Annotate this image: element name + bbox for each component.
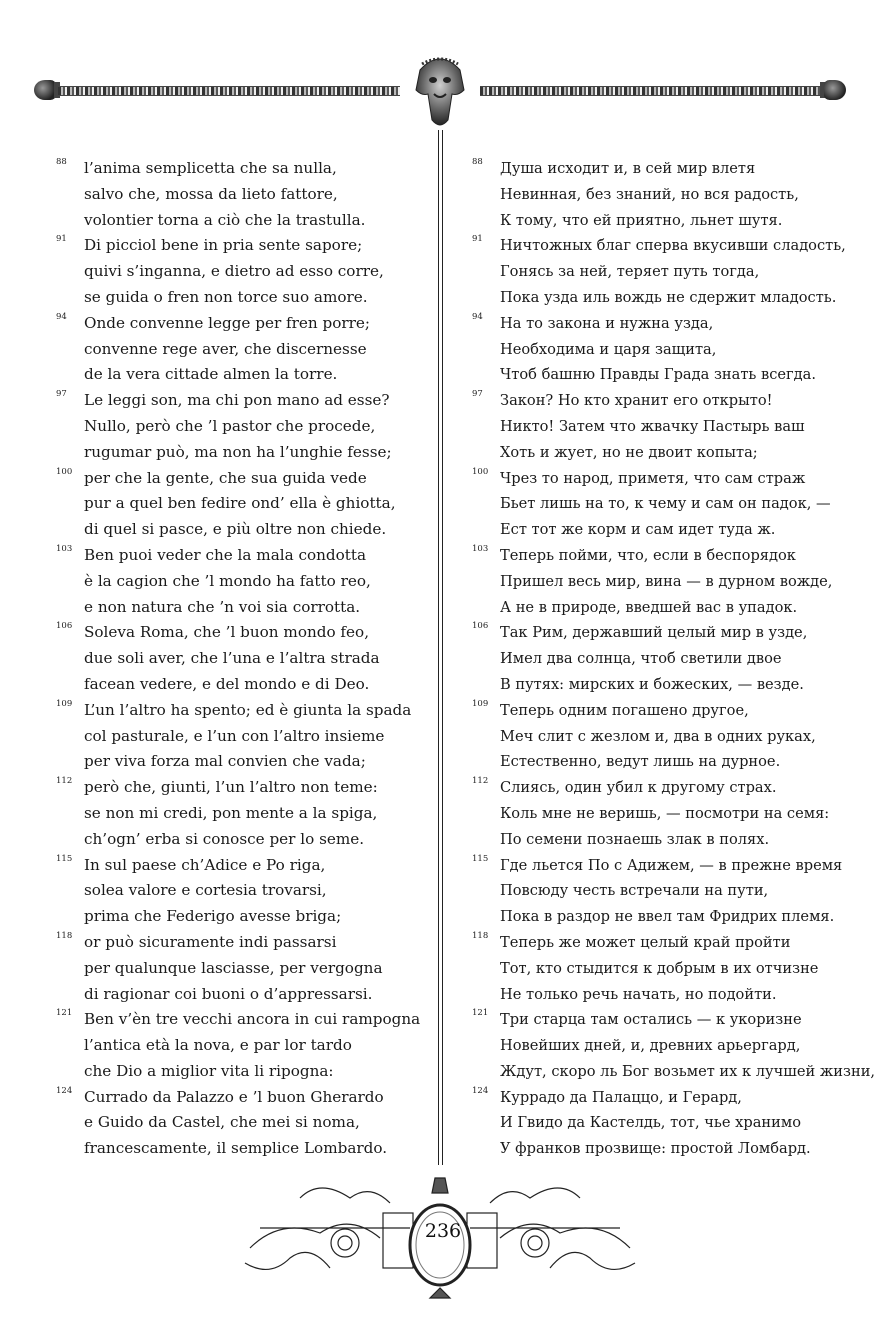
verse-number: 112 [56, 776, 73, 787]
verse-line [472, 362, 852, 388]
verse-text: Теперь одним погашено другое, [500, 701, 749, 719]
verse-text: salvo che, mossa da lieto fattore, [84, 184, 338, 203]
verse-line [56, 1110, 426, 1136]
verse-text: di ragionar coi buoni o d’appressarsi. [84, 984, 373, 1003]
verse-line [472, 414, 852, 440]
verse-line [472, 1033, 852, 1059]
verse-line [472, 724, 852, 750]
verse-line [56, 156, 426, 182]
verse-text: Теперь же может целый край пройти [500, 933, 791, 951]
verse-line [56, 1059, 426, 1085]
verse-text: Di picciol bene in pria sente sapore; [84, 236, 363, 255]
verse-line [56, 595, 426, 621]
verse-text: У франков прозвище: простой Ломбард. [500, 1140, 811, 1158]
verse-line [56, 182, 426, 208]
verse-number: 103 [56, 543, 73, 554]
verse-line [56, 311, 426, 337]
verse-line [472, 182, 852, 208]
verse-line [472, 595, 852, 621]
left-chain-ornament [58, 86, 400, 96]
verse-text: Пришел весь мир, вина — в дурном вожде, [500, 572, 833, 590]
verse-number: 97 [56, 389, 67, 400]
verse-line [472, 1110, 852, 1136]
verse-text: Ждут, скоро ль Бог возьмет их к лучшей жизни, [500, 1062, 876, 1080]
verse-text: rugumar può, ma non ha l’unghie fesse; [84, 442, 392, 461]
verse-line [56, 620, 426, 646]
verse-text: In sul paese ch’Adice e Po riga, [84, 855, 326, 874]
verse-text: Onde convenne legge per fren porre; [84, 313, 371, 332]
verse-line [56, 569, 426, 595]
verse-text: se non mi credi, pon mente a la spiga, [84, 803, 378, 822]
verse-text: Currado da Palazzo e ’l buon Gherardo [84, 1087, 384, 1106]
verse-number: 115 [56, 853, 73, 864]
verse-text: Хоть и жует, но не двоит копыта; [500, 443, 758, 461]
verse-line [56, 827, 426, 853]
verse-line [472, 698, 852, 724]
verse-number: 121 [472, 1008, 489, 1019]
verse-number: 103 [472, 543, 489, 554]
verse-line [472, 930, 852, 956]
verse-text: Меч слит с жезлом и, два в одних руках, [500, 727, 816, 745]
verse-line [56, 698, 426, 724]
verse-line [472, 827, 852, 853]
verse-line [472, 440, 852, 466]
verse-text: Пока в раздор не ввел там Фридрих племя. [500, 908, 835, 926]
verse-line [56, 646, 426, 672]
lion-mask-icon [408, 50, 472, 130]
verse-text: però che, giunti, l’un l’altro non teme: [84, 778, 378, 797]
verse-text: На то закона и нужна узда, [500, 314, 714, 332]
verse-line [472, 749, 852, 775]
verse-line [472, 853, 852, 879]
verse-text: Гонясь за ней, теряет путь тогда, [500, 263, 760, 281]
verse-number: 91 [472, 234, 483, 245]
verse-text: Новейших дней, и, древних арьергард, [500, 1037, 801, 1055]
verse-number: 88 [472, 157, 483, 167]
verse-text: Чтоб башню Правды Града знать всегда. [500, 366, 816, 384]
verse-text: due soli aver, che l’una e l’altra strada [84, 649, 380, 668]
verse-text: Тот, кто стыдится к добрым в их отчизне [500, 959, 819, 977]
verse-text: Ben puoi veder che la mala condotta [84, 545, 367, 564]
verse-text: Куррадо да Палаццо, и Герард, [500, 1088, 742, 1106]
verse-line [56, 749, 426, 775]
verse-text: che Dio a miglior vita li ripogna: [84, 1061, 334, 1080]
verse-text: pur a quel ben fedire ond’ ella è ghiotta, [84, 494, 396, 513]
verse-line [472, 801, 852, 827]
russian-column [472, 156, 876, 1162]
verse-line [56, 1033, 426, 1059]
verse-line [56, 440, 426, 466]
verse-line [56, 414, 426, 440]
right-chain-ornament [480, 86, 822, 96]
verse-text: Коль мне не веришь, — посмотри на семя: [500, 804, 830, 822]
verse-text: Ben v’èn tre vecchi ancora in cui rampogna [84, 1010, 421, 1029]
verse-text: Естественно, ведут лишь на дурное. [500, 753, 781, 771]
verse-line [56, 672, 426, 698]
left-finial-ornament [34, 80, 56, 100]
verse-number: 109 [56, 698, 73, 709]
verse-number: 94 [472, 311, 483, 322]
verse-line [56, 233, 426, 259]
verse-number: 94 [56, 311, 67, 322]
verse-line [56, 259, 426, 285]
verse-line [472, 156, 852, 182]
verse-line [472, 1059, 876, 1085]
verse-text: Повсюду честь встречали на пути, [500, 882, 769, 900]
italian-column [56, 156, 426, 1162]
verse-line [472, 982, 852, 1008]
bottom-cartouche-ornament [240, 1158, 640, 1308]
verse-line [56, 285, 426, 311]
verse-text: per che la gente, che sua guida vede [84, 468, 367, 487]
verse-text: В путях: мирских и божеских, — везде. [500, 675, 804, 693]
verse-text: Невинная, без знаний, но вся радость, [500, 185, 799, 203]
verse-text: А не в природе, введшей вас в упадок. [500, 598, 798, 616]
verse-line [472, 904, 852, 930]
verse-line [56, 982, 426, 1008]
top-ornament-bar [30, 60, 850, 120]
verse-line [56, 956, 426, 982]
verse-line [56, 878, 426, 904]
verse-line [472, 233, 852, 259]
verse-text: Ест тот же корм и сам идет туда ж. [500, 521, 776, 539]
verse-text: prima che Federigo avesse briga; [84, 907, 342, 926]
verse-number: 88 [56, 157, 67, 167]
verse-number: 91 [56, 234, 67, 245]
verse-line [472, 491, 852, 517]
verse-line [56, 362, 426, 388]
verse-line [56, 1085, 426, 1111]
verse-text: Теперь пойми, что, если в беспорядок [500, 546, 796, 564]
verse-line [472, 878, 852, 904]
verse-text: per qualunque lasciasse, per vergogna [84, 958, 383, 977]
verse-text: Никто! Затем что жвачку Пастырь ваш [500, 417, 805, 435]
verse-line [472, 285, 852, 311]
column-divider [438, 130, 443, 1165]
verse-line [472, 208, 852, 234]
verse-text: l’anima semplicetta che sa nulla, [84, 159, 337, 177]
verse-text: Soleva Roma, che ’l buon mondo feo, [84, 623, 370, 642]
verse-line [472, 337, 852, 363]
verse-line [56, 491, 426, 517]
verse-text: convenne rege aver, che discernesse [84, 339, 367, 358]
verse-line [56, 1007, 426, 1033]
verse-line [56, 466, 426, 492]
verse-text: volontier torna a ciò che la trastulla. [84, 210, 366, 229]
verse-text: По семени познаешь злак в полях. [500, 830, 770, 848]
verse-text: К тому, что ей приятно, льнет шутя. [500, 211, 783, 229]
verse-number: 100 [56, 466, 73, 477]
verse-line [472, 956, 852, 982]
verse-number: 112 [472, 776, 489, 787]
verse-line [56, 543, 426, 569]
verse-text: Где льется По с Адижем, — в прежне время [500, 856, 843, 874]
verse-text: se guida o fren non torce suo amore. [84, 287, 368, 306]
verse-line [472, 466, 852, 492]
verse-text: e Guido da Castel, che mei si noma, [84, 1113, 360, 1132]
verse-text: Бьет лишь на то, к чему и сам он падок, — [500, 495, 831, 513]
verse-number: 106 [56, 621, 73, 632]
verse-line [472, 311, 852, 337]
verse-text: or può sicuramente indi passarsi [84, 932, 337, 951]
verse-number: 106 [472, 621, 489, 632]
verse-text: И Гвидо да Кастелдь, тот, чье хранимо [500, 1114, 802, 1132]
verse-text: de la vera cittade almen la torre. [84, 365, 338, 384]
verse-text: Пока узда иль вождь не сдержит младость. [500, 288, 837, 306]
verse-line [56, 517, 426, 543]
verse-text: Душа исходит и, в сей мир влетя [500, 160, 756, 177]
verse-line [472, 775, 852, 801]
verse-line [472, 1085, 852, 1111]
verse-text: quivi s’inganna, e dietro ad esso corre, [84, 262, 384, 281]
verse-line [56, 388, 426, 414]
verse-text: facean vedere, e del mondo e di Deo. [84, 674, 370, 693]
verse-text: Имел два солнца, чтоб светили двое [500, 650, 782, 668]
verse-number: 97 [472, 389, 483, 400]
verse-text: è la cagion che ’l mondo ha fatto reo, [84, 571, 371, 590]
verse-line [472, 1007, 852, 1033]
verse-text: Закон? Но кто хранит его открыто! [500, 392, 773, 410]
verse-line [472, 620, 852, 646]
verse-line [472, 259, 852, 285]
verse-text: L’un l’altro ha spento; ed è giunta la spada [84, 700, 412, 719]
verse-text: col pasturale, e l’un con l’altro insieme [84, 726, 385, 745]
verse-number: 121 [56, 1008, 73, 1019]
page-number: 236 [424, 1220, 462, 1242]
verse-line [56, 904, 426, 930]
verse-number: 124 [56, 1085, 73, 1096]
verse-line [472, 672, 852, 698]
verse-line [56, 724, 426, 750]
verse-text: Ничтожных благ сперва вкусивши сладость, [500, 237, 846, 255]
verse-text: Не только речь начать, но подойти. [500, 985, 777, 1003]
verse-line [56, 775, 426, 801]
verse-text: francescamente, il semplice Lombardo. [84, 1139, 388, 1158]
verse-text: Nullo, però che ’l pastor che procede, [84, 416, 376, 435]
verse-line [472, 569, 852, 595]
verse-number: 115 [472, 853, 489, 864]
verse-text: ch’ogn’ erba si conosce per lo seme. [84, 829, 365, 848]
verse-number: 118 [472, 930, 489, 941]
verse-text: Le leggi son, ma chi pon mano ad esse? [84, 391, 390, 410]
verse-text: Необходима и царя защита, [500, 340, 717, 358]
verse-line [472, 646, 852, 672]
verse-number: 100 [472, 466, 489, 477]
verse-line [472, 388, 852, 414]
verse-number: 124 [472, 1085, 489, 1096]
verse-text: l’antica età la nova, e par lor tardo [84, 1036, 352, 1055]
verse-text: Так Рим, державший целый мир в узде, [500, 624, 808, 642]
verse-text: Слиясь, один убил к другому страх. [500, 779, 777, 797]
verse-line [472, 543, 852, 569]
verse-line [56, 853, 426, 879]
verse-text: e non natura che ’n voi sia corrotta. [84, 597, 361, 616]
verse-line [56, 208, 426, 234]
verse-text: per viva forza mal convien che vada; [84, 752, 366, 771]
verse-line [56, 930, 426, 956]
verse-text: solea valore e cortesia trovarsi, [84, 881, 327, 900]
verse-line [56, 801, 426, 827]
verse-text: Три старца там остались — к укоризне [500, 1011, 802, 1029]
verse-text: di quel si pasce, e più oltre non chiede. [84, 520, 387, 539]
verse-number: 118 [56, 930, 73, 941]
verse-line [472, 517, 852, 543]
verse-text: Чрез то народ, приметя, что сам страж [500, 469, 806, 487]
right-finial-ornament [824, 80, 846, 100]
verse-number: 109 [472, 698, 489, 709]
verse-line [56, 337, 426, 363]
